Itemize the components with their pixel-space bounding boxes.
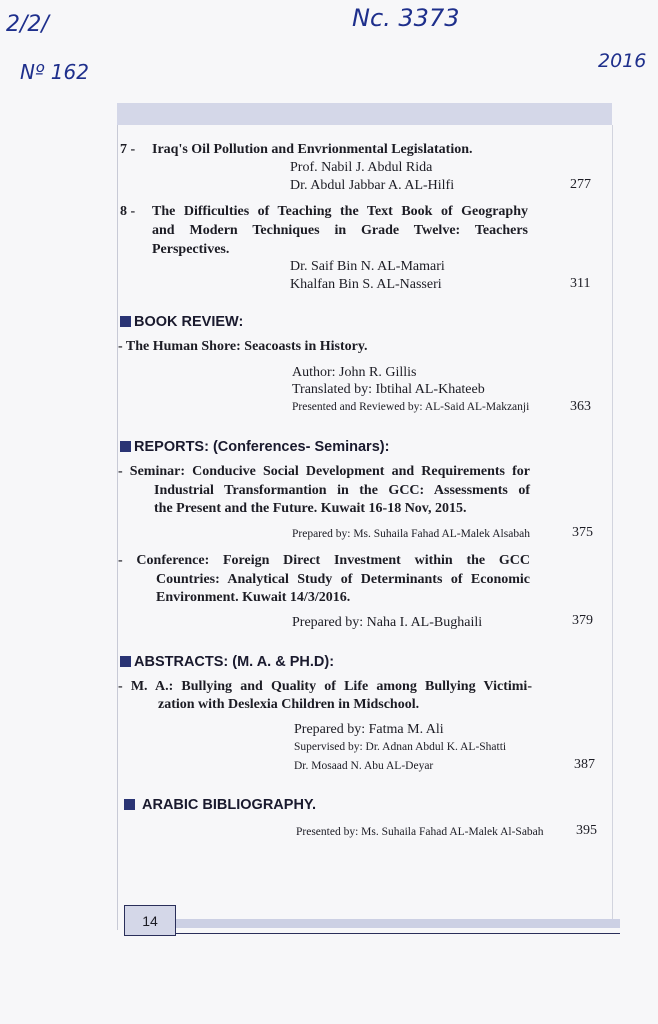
book-review-page: 363 [570, 399, 591, 414]
report-1-title-line-3: the Present and the Future. Kuwait 16-18 Nov, 2015. [154, 501, 467, 516]
entry-8-title-line-1: The Difficulties of Teaching the Text Book of Geography [152, 204, 528, 219]
bullet-square-icon [120, 656, 131, 667]
report-2-title-line-3: Environment. Kuwait 14/3/2016. [156, 590, 351, 605]
entry-7-page: 277 [570, 177, 591, 192]
report-1-title-line-1: - Seminar: Conducive Social Development and Requirements for [118, 464, 530, 479]
report-1-prepared-by: Prepared by: Ms. Suhaila Fahad AL-Malek Alsabah [292, 528, 530, 540]
frame-right-rule [612, 125, 613, 920]
abstract-prepared-by: Prepared by: Fatma M. Ali [294, 722, 444, 737]
entry-8-page: 311 [570, 276, 591, 291]
report-2-title-line-1: - Conference: Foreign Direct Investment within the GCC [118, 553, 530, 568]
abstract-title-line-2: zation with Deslexia Children in Midschool. [158, 697, 420, 712]
bibliography-heading [124, 797, 316, 813]
reports-heading-text: REPORTS: (Conferences- Seminars): [134, 439, 390, 455]
book-review-translator: Translated by: Ibtihal AL-Khateeb [292, 382, 485, 397]
abstract-cosupervisor: Dr. Mosaad N. Abu AL-Deyar [294, 760, 434, 772]
book-review-title: - The Human Shore: Seacoasts in History. [118, 339, 368, 354]
report-1-title-line-2: Industrial Transformantion in the GCC: Assessments of [154, 483, 530, 498]
report-2-prepared-by: Prepared by: Naha I. AL-Bughaili [292, 615, 483, 630]
reports-heading [120, 439, 389, 455]
bibliography-presented-by: Presented by: Ms. Suhaila Fahad AL-Malek Al-Sabah [296, 826, 544, 838]
entry-8-title-line-3: Perspectives. [152, 242, 230, 257]
report-2-title-line-2: Countries: Analytical Study of Determinants of Economic [156, 572, 530, 587]
book-review-presenter: Presented and Reviewed by: AL-Said AL-Makzanji [292, 401, 530, 413]
entry-7-author-1: Prof. Nabil J. Abdul Rida [290, 160, 433, 175]
handwritten-year: 2016 [598, 50, 647, 72]
entry-7-author-2: Dr. Abdul Jabbar A. AL-Hilfi [290, 178, 455, 193]
footer-rule [124, 933, 620, 934]
abstract-title-line-1: - M. A.: Bullying and Quality of Life among Bullying Victimi- [118, 679, 532, 694]
entry-8-title-line-2: and Modern Techniques in Grade Twelve: Teachers [152, 223, 528, 238]
footer-bar [176, 919, 620, 928]
bibliography-heading-text: ARABIC BIBLIOGRAPHY. [142, 797, 317, 813]
page-number: 14 [124, 905, 176, 936]
handwritten-nc-number: Nc. 3373 [352, 4, 460, 32]
book-review-author: Author: John R. Gillis [292, 365, 417, 380]
entry-8-author-2: Khalfan Bin S. AL-Nasseri [290, 277, 442, 292]
abstract-supervised-by: Supervised by: Dr. Adnan Abdul K. AL-Shatti [294, 741, 507, 753]
report-1-page: 375 [572, 525, 593, 540]
bullet-square-icon [124, 799, 135, 810]
header-bar [117, 103, 612, 125]
handwritten-date: 2/2/ [6, 12, 49, 37]
abstracts-heading-text: ABSTRACTS: (M. A. & PH.D): [134, 654, 335, 670]
bullet-square-icon [120, 441, 131, 452]
abstract-page: 387 [574, 757, 595, 772]
handwritten-issue-number: Nº 162 [20, 60, 89, 84]
bibliography-page: 395 [576, 823, 597, 838]
frame-left-rule [117, 125, 118, 930]
book-review-heading-text: BOOK REVIEW: [134, 314, 244, 330]
entry-7-number: 7 - [120, 142, 136, 157]
bullet-square-icon [120, 316, 131, 327]
abstracts-heading [120, 654, 334, 670]
entry-7-title: Iraq's Oil Pollution and Envrionmental Legislatation. [152, 142, 473, 157]
entry-8-number: 8 - [120, 204, 136, 219]
report-2-page: 379 [572, 613, 593, 628]
book-review-heading [120, 314, 243, 330]
entry-8-author-1: Dr. Saif Bin N. AL-Mamari [290, 259, 445, 274]
